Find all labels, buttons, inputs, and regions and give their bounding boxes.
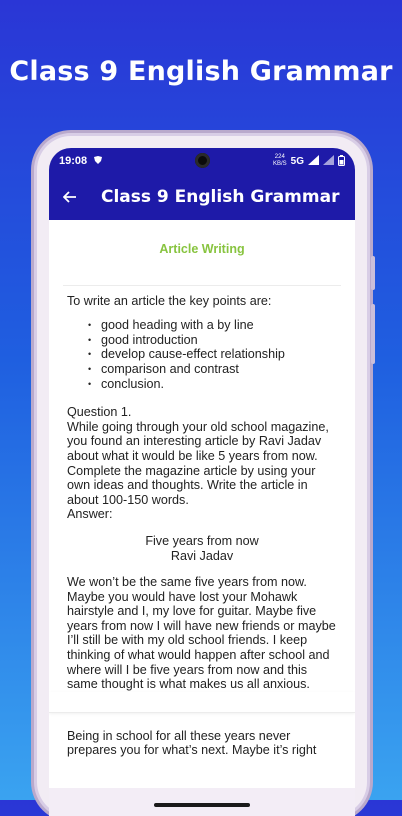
article-title: Five years from now — [145, 533, 259, 548]
app-bar-title: Class 9 English Grammar — [101, 187, 340, 207]
list-item: • develop cause-effect relationship — [101, 347, 337, 362]
intro-text: To write an article the key points are: — [67, 293, 272, 308]
signal-icon — [308, 155, 319, 167]
app-bar — [49, 174, 355, 220]
list-item: • good introduction — [101, 333, 337, 348]
question-label: Question 1. — [67, 405, 132, 420]
article-author: Ravi Jadav — [170, 548, 234, 563]
app-screen — [49, 148, 355, 816]
list-item: • comparison and contrast — [101, 362, 337, 377]
vpn-shield-icon — [93, 155, 103, 168]
article-content — [49, 242, 355, 758]
signal-x-icon — [323, 155, 334, 167]
answer-label: Answer: — [67, 507, 113, 522]
status-bar — [49, 148, 355, 174]
power-button — [371, 304, 375, 364]
network-speed: 224 KB/S — [272, 154, 287, 167]
divider — [63, 285, 341, 286]
status-time: 19:08 — [59, 155, 88, 167]
list-item: • conclusion. — [101, 377, 337, 392]
article-paragraph: We won’t be the same five years from now. Maybe you would have lost your Mohawk hairstyle and I, my love for guitar. Maybe five years from now I will have new friends or maybe I’ll still be with my old school friends. I keep thinking of what would happen after school and where will I be five years from now and this same thought is what makes us all anxious. — [67, 575, 336, 692]
network-type: 5G — [290, 155, 304, 167]
phone-frame — [37, 136, 367, 816]
promo-title: Class 9 English Grammar — [9, 56, 393, 87]
list-item: • good heading with a by line — [101, 318, 337, 333]
battery-icon — [338, 155, 345, 168]
volume-button — [371, 256, 375, 290]
section-heading: Article Writing — [159, 242, 245, 256]
home-indicator[interactable] — [154, 803, 250, 807]
navigation-bar — [49, 788, 355, 816]
question-text: While going through your old school magazine, you found an interesting article by Ravi Jadav about what it would be like 5 years from now. Complete the magazine article by using your own ideas and thoughts. Write the article in about 100-150 words. — [67, 419, 329, 507]
back-arrow-icon[interactable] — [49, 174, 91, 220]
section-divider — [49, 692, 355, 713]
front-camera — [195, 153, 210, 168]
next-paragraph: Being in school for all these years never prepares you for what’s next. Maybe it’s right — [67, 728, 317, 758]
key-points-list — [67, 318, 337, 391]
